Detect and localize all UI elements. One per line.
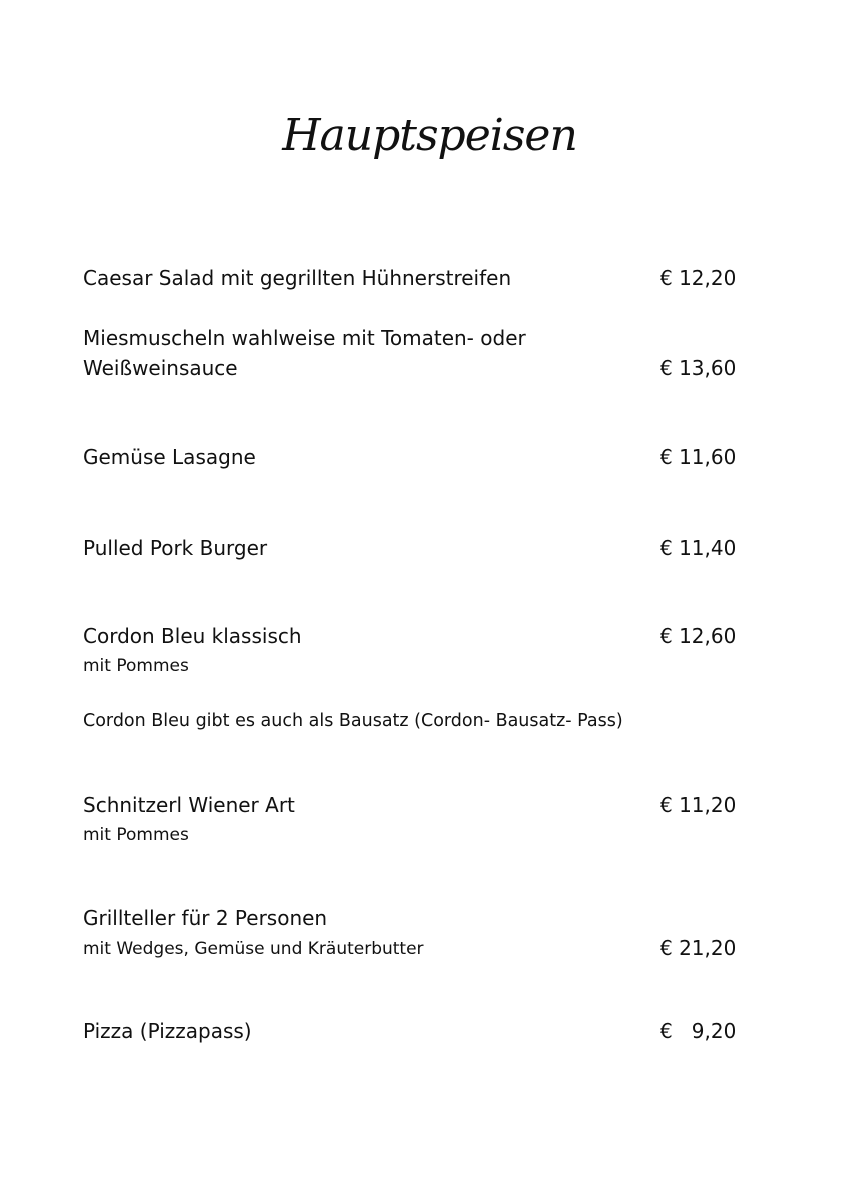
menu-item-price: € 12,20 (660, 266, 737, 290)
menu-title: Hauptspeisen (282, 110, 577, 161)
menu-item-side: mit Pommes (83, 825, 189, 845)
menu-item-name-line1: Miesmuscheln wahlweise mit Tomaten- oder (83, 326, 526, 350)
menu-item-price: € 11,20 (660, 793, 737, 817)
menu-item-price: € 21,20 (660, 936, 737, 960)
menu-item-name: Pizza (Pizzapass) (83, 1019, 252, 1043)
menu-item-name: Gemüse Lasagne (83, 445, 256, 469)
menu-item-name: Schnitzerl Wiener Art (83, 793, 295, 817)
menu-item-price: € 11,40 (660, 536, 737, 560)
menu-item-price: € 9,20 (660, 1019, 737, 1043)
menu-item-name: Cordon Bleu klassisch (83, 624, 302, 648)
menu-item-price: € 12,60 (660, 624, 737, 648)
menu-item-side: mit Pommes (83, 656, 189, 676)
menu-item-name: Grillteller für 2 Personen (83, 906, 328, 930)
menu-item-price: € 11,60 (660, 445, 737, 469)
menu-note: Cordon Bleu gibt es auch als Bausatz (Cordon- Bausatz- Pass) (83, 711, 623, 731)
menu-item-price: € 13,60 (660, 356, 737, 380)
menu-item-name-line2: Weißweinsauce (83, 356, 238, 380)
menu-item-side: mit Wedges, Gemüse und Kräuterbutter (83, 939, 424, 959)
menu-item-name: Pulled Pork Burger (83, 536, 268, 560)
menu-item-name: Caesar Salad mit gegrillten Hühnerstreifen (83, 266, 512, 290)
